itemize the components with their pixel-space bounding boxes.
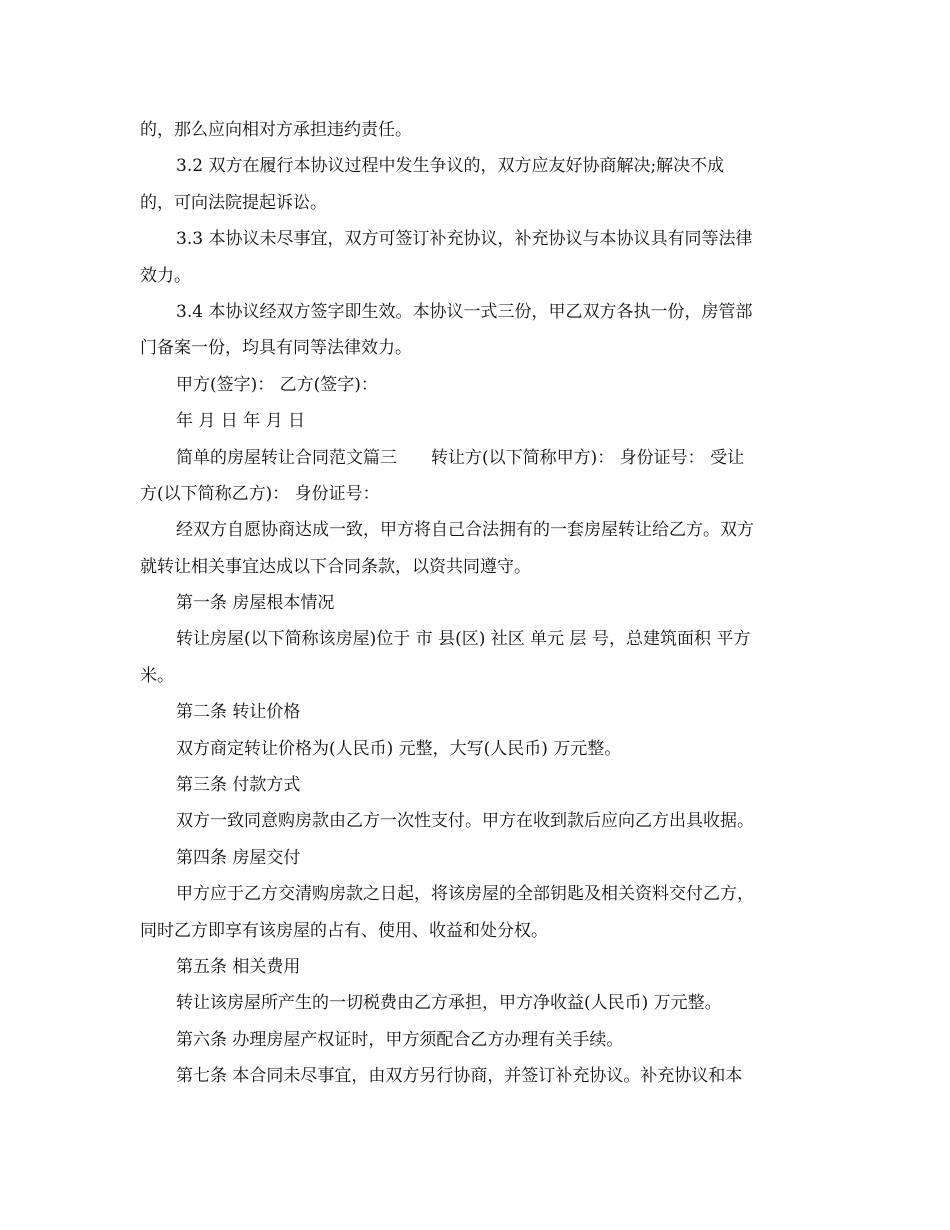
text-line: 双方一致同意购房款由乙方一次性支付。甲方在收到款后应向乙方出具收据。	[176, 811, 754, 832]
text-line: 转让房屋(以下简称该房屋)位于 市 县(区) 社区 单元 层 号，总建筑面积 平方	[176, 629, 751, 650]
article-heading: 第一条 房屋根本情况	[176, 593, 335, 614]
date-line: 年 月 日 年 月 日	[176, 411, 306, 432]
text-line: 的，那么应向相对方承担违约责任。	[140, 120, 412, 140]
text-line: 经双方自愿协商达成一致，甲方将自己合法拥有的一套房屋转让给乙方。双方	[176, 520, 754, 541]
text-line: 甲方应于乙方交清购房款之日起，将该房屋的全部钥匙及相关资料交付乙方，	[176, 884, 754, 905]
text-line: 3.4 本协议经双方签字即生效。本协议一式三份，甲乙双方各执一份，房管部	[176, 301, 753, 322]
article-heading: 第五条 相关费用	[176, 956, 301, 977]
text-line: 就转让相关事宜达成以下合同条款，以资共同遵守。	[140, 556, 531, 577]
article-heading: 第七条 本合同未尽事宜，由双方另行协商，并签订补充协议。补充协议和本	[176, 1066, 743, 1087]
text-line: 的，可向法院提起诉讼。	[140, 192, 327, 213]
text-line: 效力。	[140, 265, 191, 286]
document-page	[140, 112, 812, 1095]
text-line: 方(以下简称乙方)： 身份证号：	[140, 483, 380, 504]
article-heading: 第三条 付款方式	[176, 775, 301, 796]
text-line: 双方商定转让价格为(人民币) 元整，大写(人民币) 万元整。	[176, 738, 622, 759]
section-title-line: 简单的房屋转让合同范文篇三 转让方(以下简称甲方)： 身份证号： 受让	[176, 447, 745, 468]
text-line: 同时乙方即享有该房屋的占有、使用、收益和处分权。	[140, 920, 548, 941]
text-line: 3.2 双方在履行本协议过程中发生争议的，双方应友好协商解决;解决不成	[176, 156, 725, 177]
signature-line: 甲方(签字)： 乙方(签字)：	[176, 374, 378, 395]
text-line: 3.3 本协议未尽事宜，双方可签订补充协议，补充协议与本协议具有同等法律	[176, 229, 753, 250]
text-line: 门备案一份，均具有同等法律效力。	[140, 338, 412, 359]
text-line: 米。	[140, 665, 174, 686]
article-heading: 第二条 转让价格	[176, 702, 301, 723]
text-line: 转让该房屋所产生的一切税费由乙方承担，甲方净收益(人民币) 万元整。	[176, 993, 722, 1014]
article-heading: 第六条 办理房屋产权证时，甲方须配合乙方办理有关手续。	[176, 1029, 624, 1050]
article-heading: 第四条 房屋交付	[176, 847, 301, 868]
